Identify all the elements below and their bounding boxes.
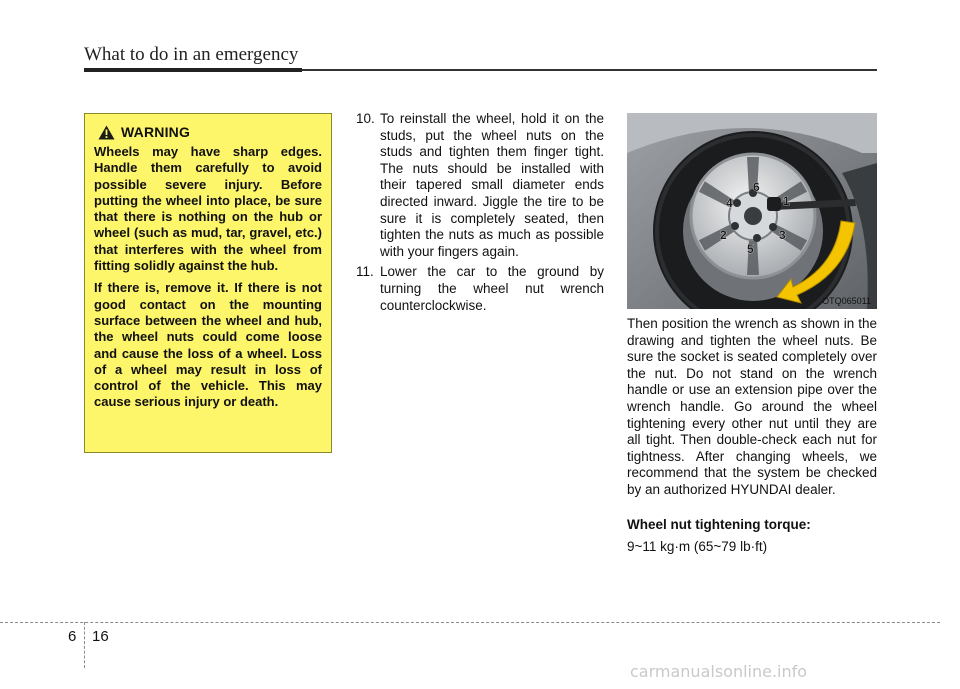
watermark: carmanualsonline.info	[630, 662, 808, 681]
step-item	[356, 264, 604, 314]
nut-label: 6	[753, 180, 760, 194]
warning-paragraph: Wheels may have sharp edges. Handle them carefully to avoid possible severe injury. Before putting the wheel into place, be sure that there is nothing on the hub or wheel (such as mud, tar, gravel, etc.) that interferes with the wheel from fitting solidly against the hub.	[94, 144, 322, 274]
page-number: 16	[92, 628, 109, 645]
footer-divider	[84, 622, 85, 668]
warning-triangle-icon	[98, 125, 115, 140]
step-number: 11.	[356, 264, 374, 280]
step-text: Lower the car to the ground by turning the wheel nut wrench counterclockwise.	[380, 264, 604, 313]
warning-header	[98, 124, 322, 140]
warning-box	[84, 113, 332, 453]
footer-rule	[0, 622, 940, 623]
warning-title: WARNING	[121, 124, 191, 140]
torque-label: Wheel nut tightening torque:	[627, 516, 811, 532]
nut-label: 3	[779, 228, 786, 242]
steps-list	[356, 111, 604, 318]
instruction-paragraph: Then position the wrench as shown in the drawing and tighten the wheel nuts. Be sure the socket is seated completely over the nut. Do not stand on the wrench handle or use an extension pipe over the wrench handle. Go around the wheel tightening every other nut until they are all tight. Then double-check each nut for tightness. After changing wheels, we recommend that the system be checked by an authorized HYUNDAI dealer.	[627, 316, 877, 497]
wheel-figure	[627, 113, 877, 309]
section-number: 6	[68, 628, 77, 645]
figure-code: OTQ065011	[822, 296, 871, 306]
nut-label: 4	[726, 196, 733, 210]
nut-label: 2	[720, 228, 727, 242]
step-number: 10.	[356, 111, 375, 126]
header-title: What to do in an emergency	[84, 44, 299, 65]
nut-label: 1	[783, 194, 790, 208]
right-column	[627, 316, 877, 556]
step-text: To reinstall the wheel, hold it on the studs, put the wheel nuts on the studs and tighten them finger tight. The nuts should be installed with their tapered small diameter ends directed inward. Jiggle the tire to be sure it is completely seated, then tighten the nuts as much as possible with your fingers again.	[380, 111, 604, 259]
warning-paragraph: If there is, remove it. If there is not good contact on the mounting surface between the wheel and hub, the wheel nuts could come loose and cause the loss of a wheel. Loss of a wheel may result in loss of control of the vehicle. This may cause serious injury or death.	[94, 280, 322, 410]
step-item	[356, 111, 604, 260]
wheel-illustration	[627, 113, 877, 309]
torque-value: 9~11 kg·m (65~79 lb·ft)	[627, 539, 768, 555]
nut-label: 5	[747, 242, 754, 256]
header-rule-accent	[84, 68, 302, 72]
